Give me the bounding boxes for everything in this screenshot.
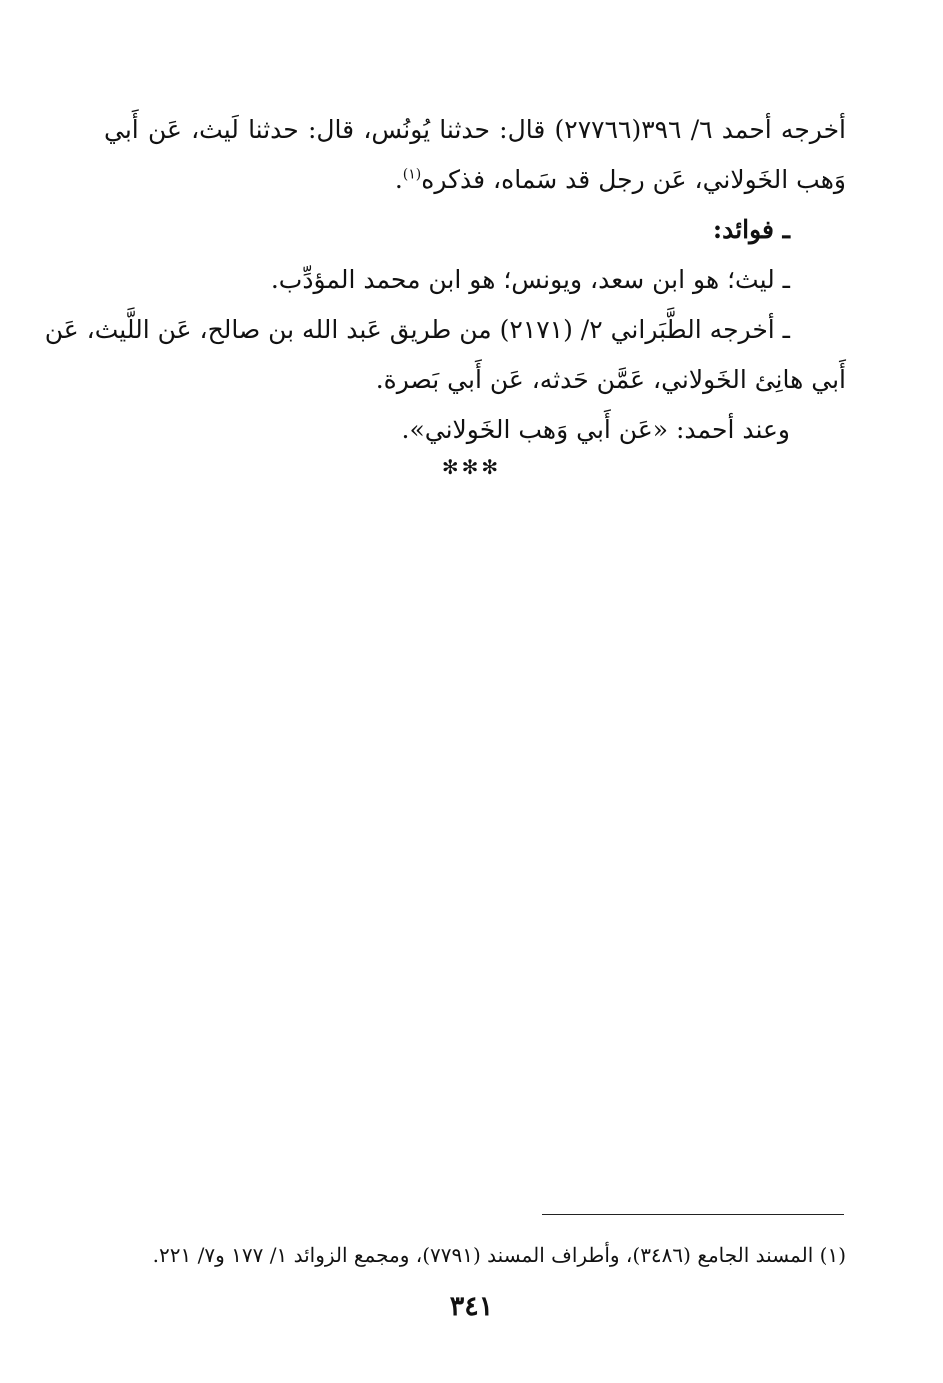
text-line-2 bbox=[104, 155, 846, 205]
footnote-marker: (١) bbox=[402, 166, 422, 183]
text-line-4: ـ ليث؛ هو ابن سعد، ويونس؛ هو ابن محمد المؤدِّب. bbox=[270, 265, 790, 294]
section-heading-fawaid: ـ فوائد: bbox=[712, 215, 790, 244]
text-line-5: ـ أخرجه الطَّبَراني ٢/ (٢١٧١) من طريق عَبد الله بن صالح، عَن اللَّيث، عَن bbox=[44, 315, 790, 344]
text-line-6: أَبي هانِئ الخَولاني، عَمَّن حَدثه، عَن أَبي بَصرة. bbox=[375, 365, 846, 394]
main-text-body bbox=[44, 105, 846, 455]
text-line-2-end: . bbox=[394, 165, 403, 194]
text-line-7: وعند أحمد: «عَن أَبي وَهب الخَولاني». bbox=[401, 415, 790, 444]
page-number: ٣٤١ bbox=[449, 1291, 494, 1322]
text-line-1: أخرجه أحمد ٦/ ٣٩٦(٢٧٧٦٦) قال: حدثنا يُونُس، قال: حدثنا لَيث، عَن أَبي bbox=[104, 115, 846, 144]
footnote: (١) المسند الجامع (٣٤٨٦)، وأطراف المسند (٧٧٩١)، ومجمع الزوائد ١/ ١٧٧ و٧/ ٢٢١. bbox=[152, 1243, 846, 1267]
footnote-separator-line bbox=[542, 1214, 844, 1215]
text-line-2-content: وَهب الخَولاني، عَن رجل قد سَماه، فذكره bbox=[421, 165, 846, 194]
section-divider-asterisks: ✻✻✻ bbox=[441, 455, 502, 479]
